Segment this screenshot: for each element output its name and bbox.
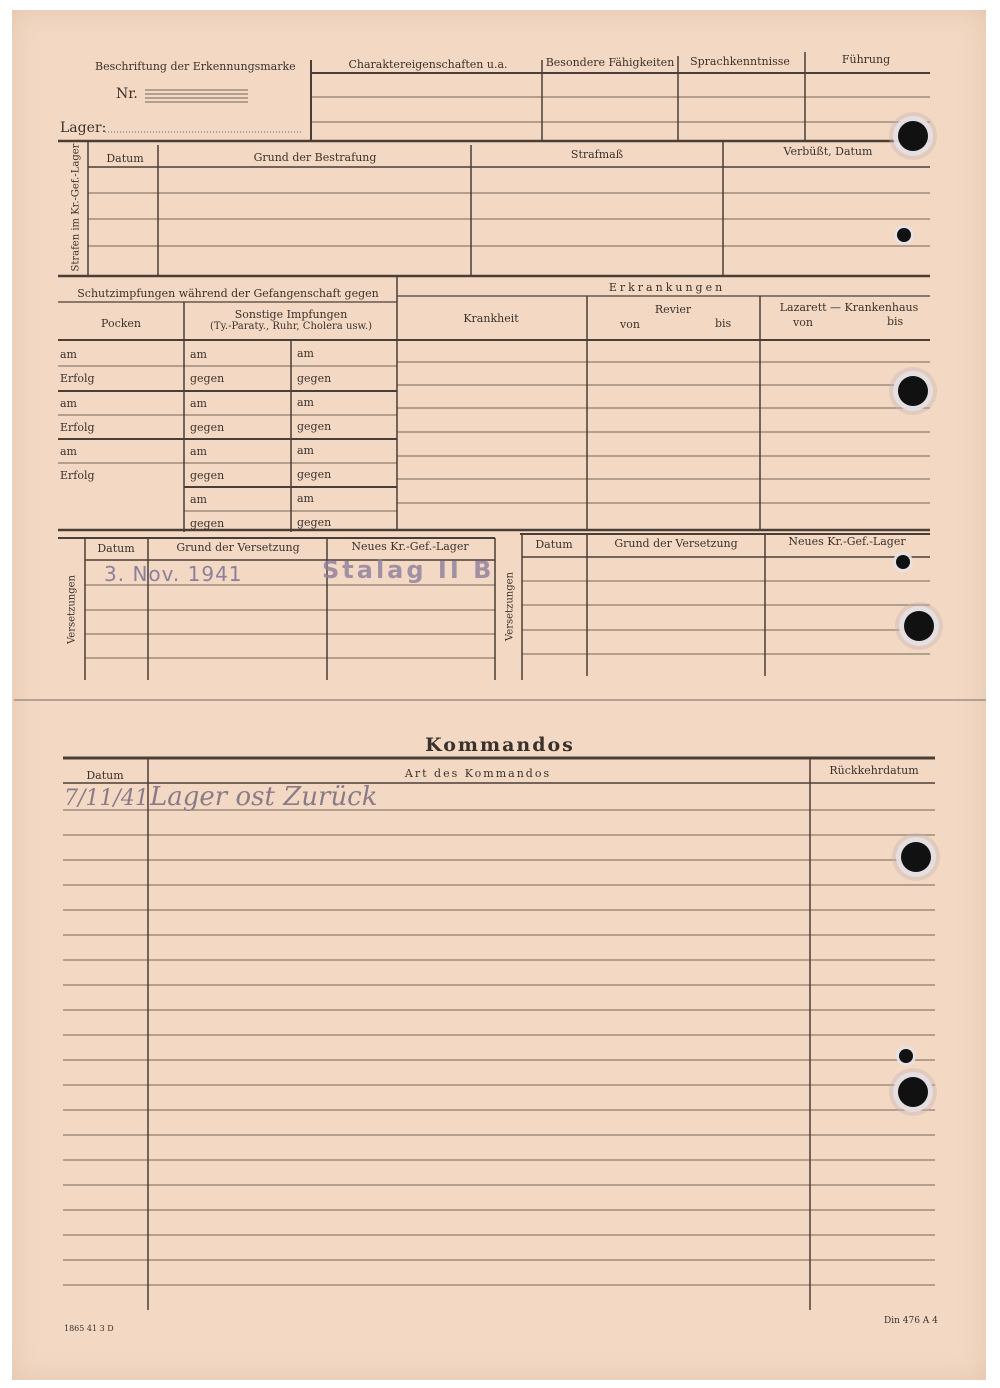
transfer-date-stamp: 3. Nov. 1941: [104, 562, 243, 586]
tag-label: Beschriftung der Erkennungsmarke: [95, 60, 296, 73]
vacc-erfolg: Erfolg: [60, 469, 95, 482]
abilities-label: Besondere Fähigkeiten: [545, 56, 675, 69]
vacc-gegen: gegen: [297, 516, 332, 529]
illness-col-revier: Revier: [654, 303, 692, 316]
transfer-col-reason: Grund der Versetzung: [176, 541, 300, 554]
punish-col-reason: Grund der Bestrafung: [253, 151, 377, 164]
komm-col-type: Art des Kommandos: [404, 767, 552, 780]
vacc-gegen: gegen: [297, 468, 332, 481]
vacc-gegen: gegen: [190, 517, 225, 530]
vacc-erfolg: Erfolg: [60, 372, 95, 385]
punch-hole: [898, 121, 928, 151]
transfer-col-camp-2: Neues Kr.-Gef.-Lager: [788, 535, 906, 548]
vacc-other-line1: Sonstige Impfungen: [234, 308, 348, 321]
punish-col-served: Verbüßt, Datum: [783, 145, 873, 158]
vacc-am: am: [190, 348, 207, 361]
vacc-am: am: [297, 492, 314, 505]
transfer-col-camp: Neues Kr.-Gef.-Lager: [351, 540, 469, 553]
transfers-side-label-left: Versetzungen: [66, 575, 78, 644]
vacc-am: am: [60, 348, 77, 361]
vacc-gegen: gegen: [190, 372, 225, 385]
vacc-gegen: gegen: [297, 420, 332, 433]
vacc-am: am: [297, 396, 314, 409]
vacc-erfolg: Erfolg: [60, 421, 95, 434]
vacc-am: am: [60, 445, 77, 458]
vacc-gegen: gegen: [190, 469, 225, 482]
komm-entry-type: Lager ost Zurück: [150, 782, 378, 812]
komm-col-return: Rückkehrdatum: [829, 764, 919, 777]
komm-entry-date: 7/11/41: [64, 786, 149, 811]
vacc-am: am: [60, 397, 77, 410]
punch-hole: [901, 842, 931, 872]
conduct-label: Führung: [841, 53, 891, 66]
din-label: Din 476 A 4: [884, 1316, 938, 1326]
vacc-gegen: gegen: [297, 372, 332, 385]
character-label: Charaktereigenschaften u.a.: [348, 58, 508, 71]
vacc-other-line2: (Ty.-Paraty., Ruhr, Cholera usw.): [210, 321, 372, 332]
punch-hole: [898, 376, 928, 406]
punish-col-penalty: Strafmaß: [570, 148, 624, 161]
illness-revier-bis: bis: [715, 317, 732, 330]
languages-label: Sprachkenntnisse: [690, 55, 790, 68]
illness-lazarett-von: von: [793, 316, 813, 329]
stalag-stamp: Stalag II B: [322, 556, 495, 584]
vacc-gegen: gegen: [190, 421, 225, 434]
punch-hole: [897, 228, 911, 242]
illness-col-lazarett: Lazarett — Krankenhaus: [779, 301, 919, 314]
transfers-side-label-right: Versetzungen: [504, 572, 516, 641]
punch-hole: [898, 1077, 928, 1107]
komm-col-date: Datum: [86, 769, 124, 782]
vacc-am: am: [190, 445, 207, 458]
punch-hole: [904, 611, 934, 641]
kommandos-title: Kommandos: [425, 734, 575, 756]
vacc-am: am: [190, 397, 207, 410]
transfer-col-date-2: Datum: [535, 538, 573, 551]
illness-revier-von: von: [620, 318, 640, 331]
punish-col-date: Datum: [106, 152, 144, 165]
vacc-am: am: [297, 347, 314, 360]
illness-title: Erkrankungen: [608, 281, 726, 294]
punch-hole: [899, 1049, 913, 1063]
nr-label: Nr.: [116, 86, 138, 102]
lager-label: Lager:: [60, 120, 107, 136]
punishments-side-label: Strafen im Kr.-Gef.-Lager: [70, 143, 82, 272]
punch-hole: [896, 555, 910, 569]
transfer-col-date: Datum: [97, 542, 135, 555]
vacc-am: am: [190, 493, 207, 506]
print-code: 1865 41 3 D: [64, 1324, 114, 1333]
vacc-am: am: [297, 444, 314, 457]
illness-lazarett-bis: bis: [887, 315, 904, 328]
transfer-col-reason-2: Grund der Versetzung: [614, 537, 738, 550]
illness-col-illness: Krankheit: [463, 312, 519, 325]
vacc-pocken: Pocken: [101, 317, 141, 330]
vacc-title: Schutzimpfungen während der Gefangenschaft gegen: [77, 287, 379, 300]
